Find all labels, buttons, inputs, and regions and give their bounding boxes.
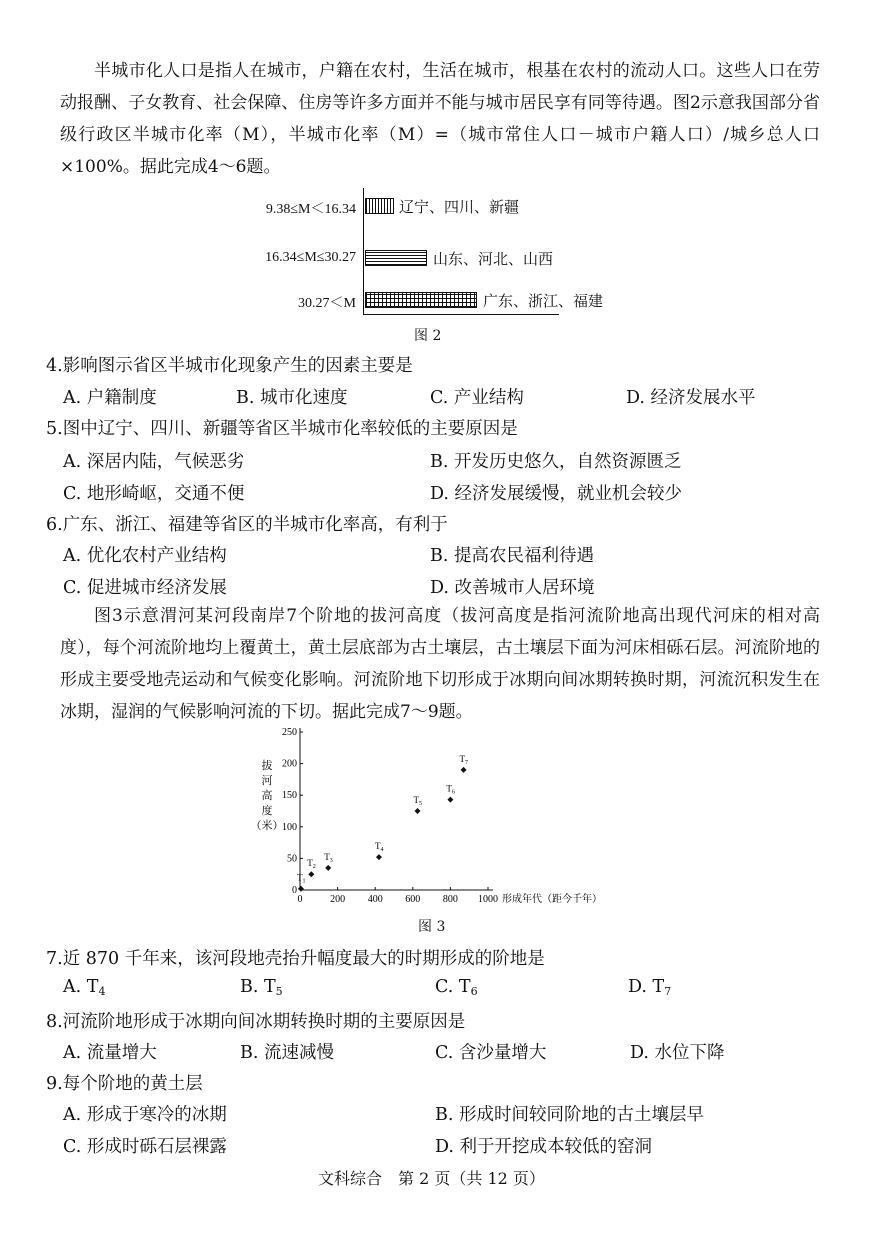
question-6-stem: 6.广东、浙江、福建等省区的半城市化率高，有利于 (46, 515, 448, 535)
y-tick-label: 0 (292, 885, 297, 896)
figure-2-baseline (363, 314, 559, 315)
question-6-option-c: C. 促进城市经济发展 (63, 578, 227, 598)
question-7-option-a (63, 977, 105, 998)
figure-2-provinces-1: 辽宁、四川、新疆 (399, 198, 520, 216)
question-4-option-a: A. 户籍制度 (63, 388, 157, 408)
question-7-option-d-text: D. T (628, 977, 665, 997)
question-6-option-b: B. 提高农民福利待遇 (430, 546, 594, 566)
figure-3-caption: 图 3 (418, 919, 446, 935)
y-tick-label: 100 (282, 821, 297, 833)
question-7-option-b-text: B. T (240, 977, 276, 997)
figure-2-bar-2 (365, 250, 427, 266)
figure-2-axis (363, 188, 364, 314)
question-9-stem: 9.每个阶地的黄土层 (46, 1074, 203, 1094)
question-4-option-c: C. 产业结构 (430, 388, 524, 408)
question-5-option-a: A. 深居内陆，气候恶劣 (63, 452, 245, 472)
figure-2-range-1: 9.38≤M＜16.34 (265, 202, 356, 217)
y-axis-label: 度 (261, 805, 273, 817)
figure-2-range-3: 30.27＜M (298, 296, 356, 311)
question-7-option-d-sub: 7 (664, 985, 672, 998)
intro-paragraph: 半城市化人口是指人在城市，户籍在农村，生活在城市，根基在农村的流动人口。这些人口在劳动报酬、子女教育、社会保障、住房等许多方面并不能与城市居民享有同等待遇。图2示意我国部分省级行政区半城市化率（M），半城市化率（M）=（城市常住人口－城市户籍人口）/城乡总人口×100%。据此完成4～6题。 (60, 61, 820, 177)
question-9-option-a: A. 形成于寒冷的冰期 (63, 1105, 227, 1125)
question-4-stem: 4.影响图示省区半城市化现象产生的因素主要是 (46, 356, 413, 376)
question-5-option-d: D. 经济发展缓慢，就业机会较少 (430, 484, 683, 504)
x-tick-label: 1000 (478, 894, 498, 905)
question-7-option-d (628, 977, 671, 998)
data-point-t3 (325, 865, 331, 871)
question-8-option-b: B. 流速减慢 (240, 1043, 334, 1063)
data-point-label-t2: $T_2$ (307, 858, 316, 871)
question-8-option-d: D. 水位下降 (630, 1043, 725, 1063)
data-point-t4 (376, 854, 382, 860)
figure-2-provinces-3: 广东、浙江、福建 (483, 292, 604, 310)
figure-2-bar-1 (365, 198, 394, 214)
y-tick-label: 150 (282, 790, 297, 802)
data-point-t1 (298, 886, 304, 892)
intro-paragraph-2: 图3示意渭河某河段南岸7个阶地的拔河高度（拔河高度是指河流阶地高出现代河床的相对高度），每个河流阶地均上覆黄土，黄土层底部为古土壤层，古土壤层下面为河床相砾石层。河流阶地的形成主要受地壳运动和气候变化影响。河流阶地下切形成于冰期向间冰期转换时期，河流沉积发生在冰期，湿润的气候影响河流的下切。据此完成7～9题。 (60, 606, 820, 722)
data-point-t2 (308, 871, 314, 877)
question-8-option-c: C. 含沙量增大 (435, 1043, 547, 1063)
question-7-option-c (435, 977, 478, 998)
question-7-stem: 7.近 870 千年来，该河段地壳抬升幅度最大的时期形成的阶地是 (46, 949, 545, 969)
x-tick-label: 800 (442, 894, 458, 905)
y-axis-label: （米） (250, 820, 284, 832)
question-5-stem: 5.图中辽宁、四川、新疆等省区半城市化率较低的主要原因是 (46, 419, 518, 439)
figure-2-bar-3 (365, 292, 477, 308)
x-tick-label: 600 (405, 894, 421, 905)
question-7-option-a-sub: 4 (98, 985, 106, 998)
data-point-label-t6: $T_6$ (446, 783, 455, 796)
data-point-label-t5: $T_5$ (413, 795, 422, 807)
question-5-option-b: B. 开发历史悠久，自然资源匮乏 (430, 452, 682, 472)
question-8-stem: 8.河流阶地形成于冰期向间冰期转换时期的主要原因是 (46, 1012, 466, 1032)
question-7-option-c-sub: 6 (470, 985, 478, 998)
page-footer: 文科综合 第 2 页（共 12 页） (318, 1169, 545, 1188)
data-point-t5 (415, 808, 421, 814)
data-point-t6 (447, 797, 453, 803)
question-6-option-d: D. 改善城市人居环境 (430, 578, 595, 598)
question-4-option-d: D. 经济发展水平 (626, 388, 756, 408)
data-point-label-t1: $T_1$ (296, 872, 306, 885)
question-4-option-b: B. 城市化速度 (236, 388, 348, 408)
question-6-option-a: A. 优化农村产业结构 (63, 546, 227, 566)
question-7-option-b (240, 977, 283, 998)
x-tick-label: 400 (367, 894, 383, 905)
figure-2-range-2: 16.34≤M≤30.27 (265, 250, 356, 265)
figure-2-caption: 图 2 (414, 328, 442, 344)
x-axis-label: 形成年代（距今千年） (502, 894, 602, 905)
question-9-option-b: B. 形成时间较同阶地的古土壤层早 (435, 1105, 704, 1125)
x-tick-label: 0 (297, 894, 303, 905)
question-9-option-c: C. 形成时砾石层裸露 (63, 1137, 227, 1157)
y-tick-label: 50 (287, 853, 297, 865)
question-5-option-c: C. 地形崎岖，交通不便 (63, 484, 245, 504)
data-point-label-t7: $T_7$ (459, 753, 469, 766)
question-7-option-b-sub: 5 (275, 985, 283, 998)
question-7-option-c-text: C. T (435, 977, 471, 997)
figure-2-provinces-2: 山东、河北、山西 (433, 250, 554, 268)
x-tick-label: 200 (330, 894, 346, 905)
y-axis-label: 高 (261, 790, 273, 802)
y-axis-label: 拔 (261, 760, 273, 772)
data-point-label-t3: $T_3$ (324, 851, 333, 864)
data-point-t7 (461, 767, 467, 773)
y-tick-label: 250 (282, 727, 297, 738)
y-axis-label: 河 (261, 775, 273, 787)
question-9-option-d: D. 利于开挖成本较低的窑洞 (435, 1137, 653, 1157)
question-8-option-a: A. 流量增大 (63, 1043, 157, 1063)
y-tick-label: 200 (282, 758, 297, 770)
data-point-label-t4: $T_4$ (374, 841, 384, 854)
question-7-option-a-text: A. T (63, 977, 99, 997)
figure-3-chart (250, 725, 630, 935)
